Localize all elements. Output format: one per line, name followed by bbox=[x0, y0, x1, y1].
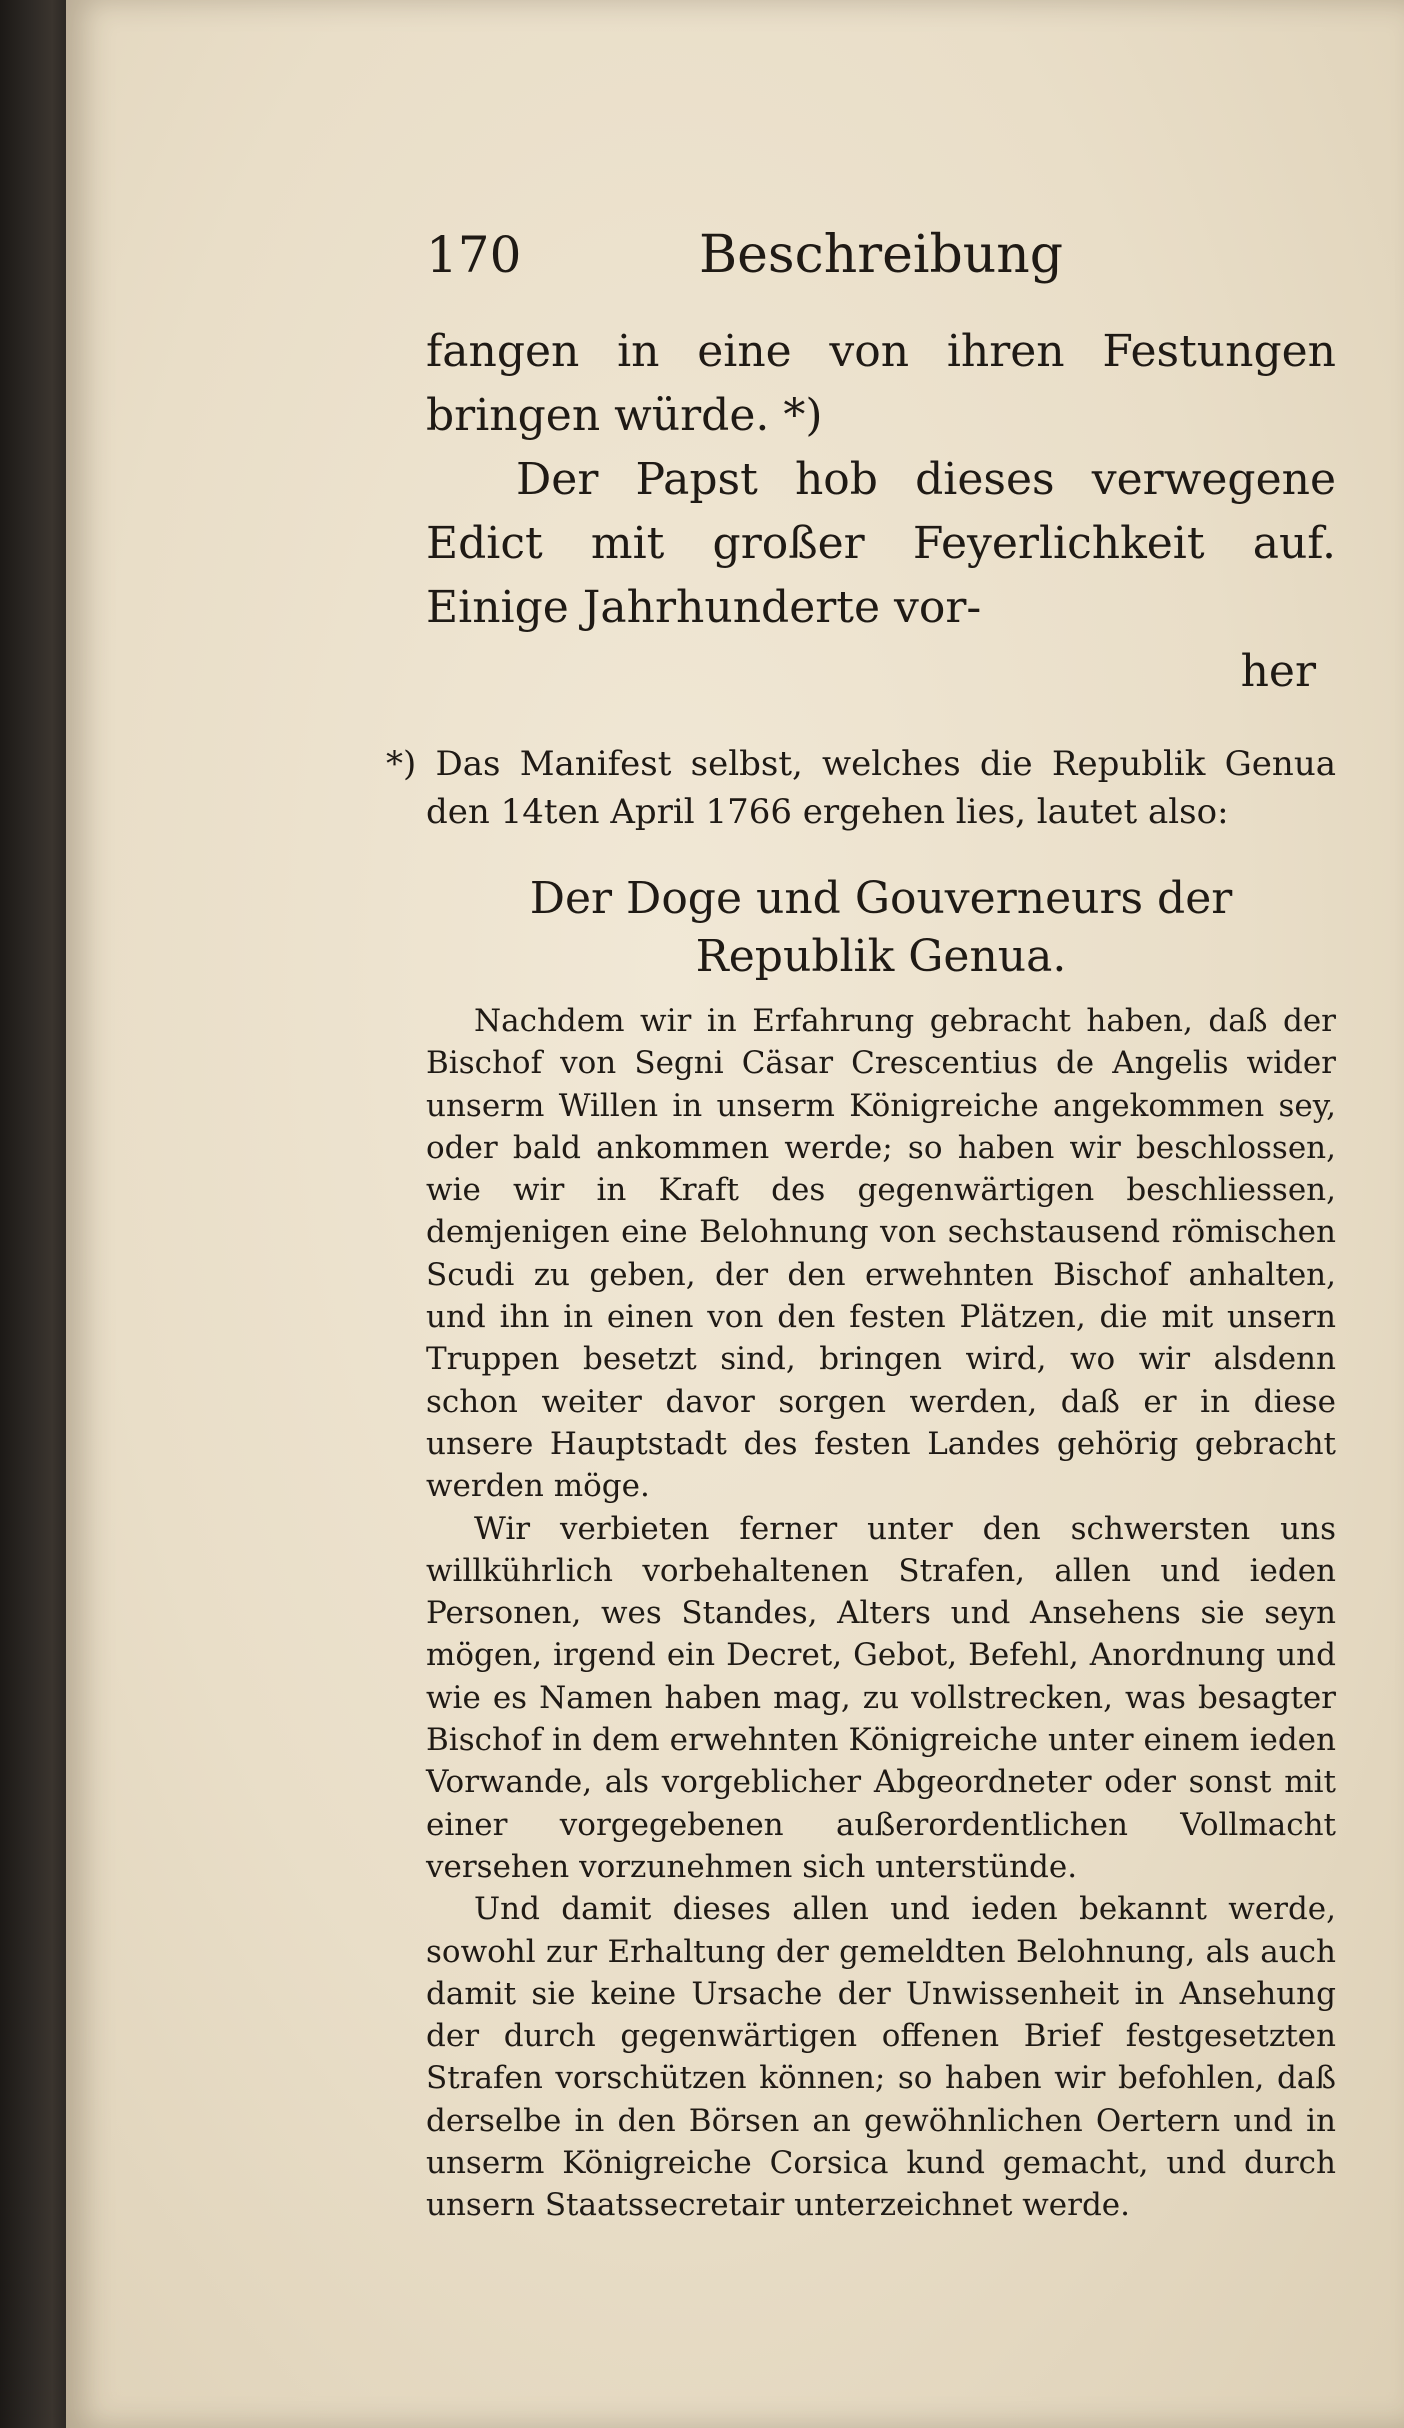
decree-title: Der Doge und Gouverneurs der Republik Genua. bbox=[529, 873, 1233, 982]
footnote-marker: *) bbox=[386, 744, 417, 784]
footnote-intro bbox=[386, 740, 1336, 836]
decree-paragraph-3: Und damit dieses allen und ieden bekannt werde, sowohl zur Erhaltung der gemeldten Belohnung, als auch damit sie keine Ursache der Unwissenheit in Ansehung der durch gegenwärtigen offenen Brief festgesetzten Strafen vorschützen können; so haben wir befohlen, daß derselbe in den Börsen an gewöhnlichen Oertern und in unserm Königreiche Corsica kund gemacht, und durch unsern Staatssecretair unterzeichnet werde. bbox=[426, 1891, 1336, 2224]
page-number: 170 bbox=[426, 226, 522, 284]
page-text-block bbox=[386, 225, 1336, 2227]
page-header bbox=[426, 225, 1336, 320]
running-title: Beschreibung bbox=[698, 225, 1064, 285]
main-paragraph-1: fangen in eine von ihren Festungen bringen würde. *) bbox=[426, 326, 1336, 441]
main-text bbox=[426, 320, 1336, 704]
catchword: her bbox=[1240, 646, 1316, 697]
book-page bbox=[66, 0, 1404, 2428]
decree-paragraph-2: Wir verbieten ferner unter den schwersten uns willkührlich vorbehaltenen Strafen, allen und ieden Personen, wes Standes, Alters und Ansehens sie seyn mögen, irgend ein Decret, Gebot, Befehl, Anordnung und wie es Namen haben mag, zu vollstrecken, was besagter Bischof in dem erwehnten Königreiche unter einem ieden Vorwande, als vorgeblicher Abgeordneter oder sonst mit einer vorgegebenen außerordentlichen Vollmacht versehen vorzunehmen sich unterstünde. bbox=[426, 1510, 1336, 1885]
footnote-intro-text: Das Manifest selbst, welches die Republik Genua den 14ten April 1766 ergehen lies, lautet also: bbox=[426, 744, 1336, 832]
footnote bbox=[386, 740, 1336, 2227]
main-paragraph-2: Der Papst hob dieses verwegene Edict mit großer Feyerlichkeit auf. Einige Jahrhunderte vor- bbox=[426, 454, 1336, 633]
decree-paragraph-1: Nachdem wir in Erfahrung gebracht haben, daß der Bischof von Segni Cäsar Crescentius de Angelis wider unserm Willen in unserm Königreiche angekommen sey, oder bald ankommen werde; so haben wir beschlossen, wie wir in Kraft des gegenwärtigen beschliessen, demjenigen eine Belohnung von sechstausend römischen Scudi zu geben, der den erwehnten Bischof anhalten, und ihn in einen von den festen Plätzen, die mit unsern Truppen besetzt sind, bringen wird, wo wir alsdenn schon weiter davor sorgen werden, daß er in diese unsere Hauptstadt des festen Landes gehörig gebracht werden möge. bbox=[426, 1003, 1336, 1505]
decree-body bbox=[426, 1000, 1336, 2227]
